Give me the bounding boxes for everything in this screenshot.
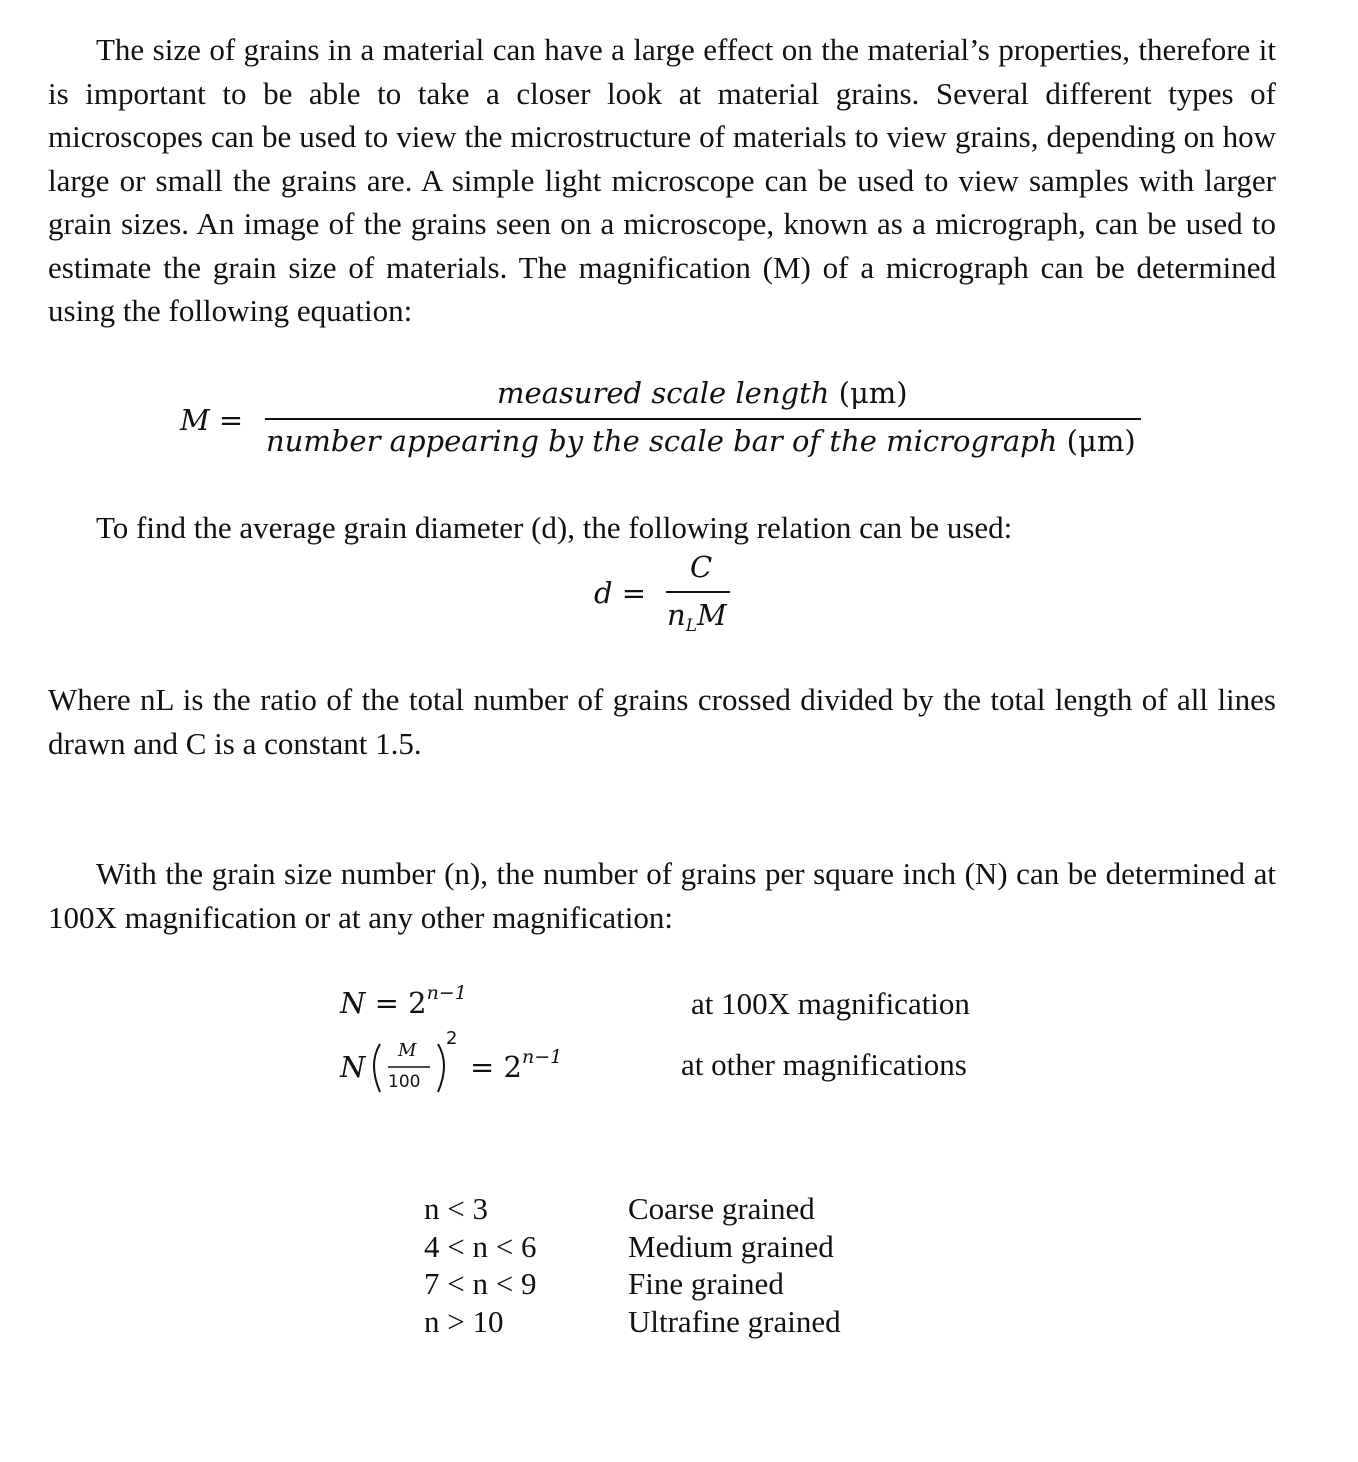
range-item: 4 < n < 6 bbox=[424, 1228, 537, 1264]
right-paren-icon bbox=[438, 1044, 444, 1092]
grain-number-text: With the grain size number (n), the number of grains per square inch (N) can be determined at 100X magnification or at any other magnification: bbox=[48, 856, 1276, 935]
grains-100x-label: at 100X magnification bbox=[691, 986, 970, 1021]
classification-ranges bbox=[424, 1190, 536, 1340]
label-item: Medium grained bbox=[628, 1228, 834, 1264]
intro-text: The size of grains in a material can have a large effect on the material’s properties, therefore it is important to be able to take a closer look at material grains. Several different types of microscopes can be used to view the microstructure of materials to view grains, depending on how large or small the grains are. A simple light microscope can be used to view samples with larger grain sizes. An image of the grains seen on a microscope, known as a micrograph, can be used to estimate the grain size of materials. The magnification (M) of a micrograph can be determined using the following equation: bbox=[48, 32, 1276, 328]
grains-other-frac-num: M bbox=[398, 1040, 417, 1061]
label-item: Fine grained bbox=[628, 1266, 784, 1301]
intro-paragraph bbox=[48, 28, 1276, 333]
nL-subscript: L bbox=[685, 616, 697, 636]
grains-other-equals: = bbox=[470, 1050, 495, 1084]
diameter-intro-paragraph bbox=[48, 506, 1276, 550]
magnification-numerator bbox=[497, 376, 908, 410]
nL-n: n bbox=[667, 598, 686, 632]
grains-100x-base: 2 bbox=[408, 986, 427, 1020]
grains-other-label: at other magnifications bbox=[681, 1047, 967, 1082]
grain-number-paragraph bbox=[48, 852, 1276, 939]
label-item: Coarse grained bbox=[628, 1191, 815, 1226]
magnification-denominator bbox=[266, 424, 1136, 458]
grains-other-outer-exp: 2 bbox=[446, 1028, 458, 1049]
range-item: n > 10 bbox=[424, 1303, 504, 1339]
grains-100x-equation bbox=[340, 982, 467, 1020]
grains-100x-lhs: N = bbox=[340, 986, 399, 1020]
grains-other-rhs bbox=[470, 1046, 563, 1084]
denominator-unit: (μm) bbox=[1066, 424, 1136, 458]
label-item: Ultrafine grained bbox=[628, 1303, 841, 1339]
diameter-lhs: d = bbox=[594, 576, 647, 610]
grains-other-base: 2 bbox=[503, 1050, 522, 1084]
diameter-numerator: C bbox=[690, 550, 713, 584]
range-item: n < 3 bbox=[424, 1191, 488, 1226]
numerator-unit: (μm) bbox=[838, 376, 908, 410]
magnification-lhs: M = bbox=[180, 403, 244, 437]
grains-other-frac-den: 100 bbox=[388, 1072, 421, 1092]
diameter-fraction-line bbox=[666, 591, 730, 593]
magnification-fraction-line bbox=[265, 418, 1141, 420]
grains-other-exponent: n−1 bbox=[521, 1046, 563, 1068]
where-text: Where nL is the ratio of the total number of grains crossed divided by the total length of all lines drawn and C is a constant 1.5. bbox=[48, 682, 1276, 761]
denominator-M: M bbox=[696, 598, 727, 632]
numerator-text: measured scale length bbox=[497, 376, 830, 410]
diameter-denominator bbox=[667, 598, 727, 636]
diameter-intro-text: To find the average grain diameter (d), the following relation can be used: bbox=[96, 510, 1013, 545]
denominator-text: number appearing by the scale bar of the micrograph bbox=[266, 424, 1058, 458]
classification-labels bbox=[628, 1190, 841, 1340]
grains-other-N: N bbox=[340, 1050, 366, 1084]
where-paragraph bbox=[48, 678, 1276, 765]
range-item: 7 < n < 9 bbox=[424, 1266, 537, 1301]
grains-100x-exponent: n−1 bbox=[426, 982, 467, 1004]
left-paren-icon bbox=[374, 1044, 380, 1092]
